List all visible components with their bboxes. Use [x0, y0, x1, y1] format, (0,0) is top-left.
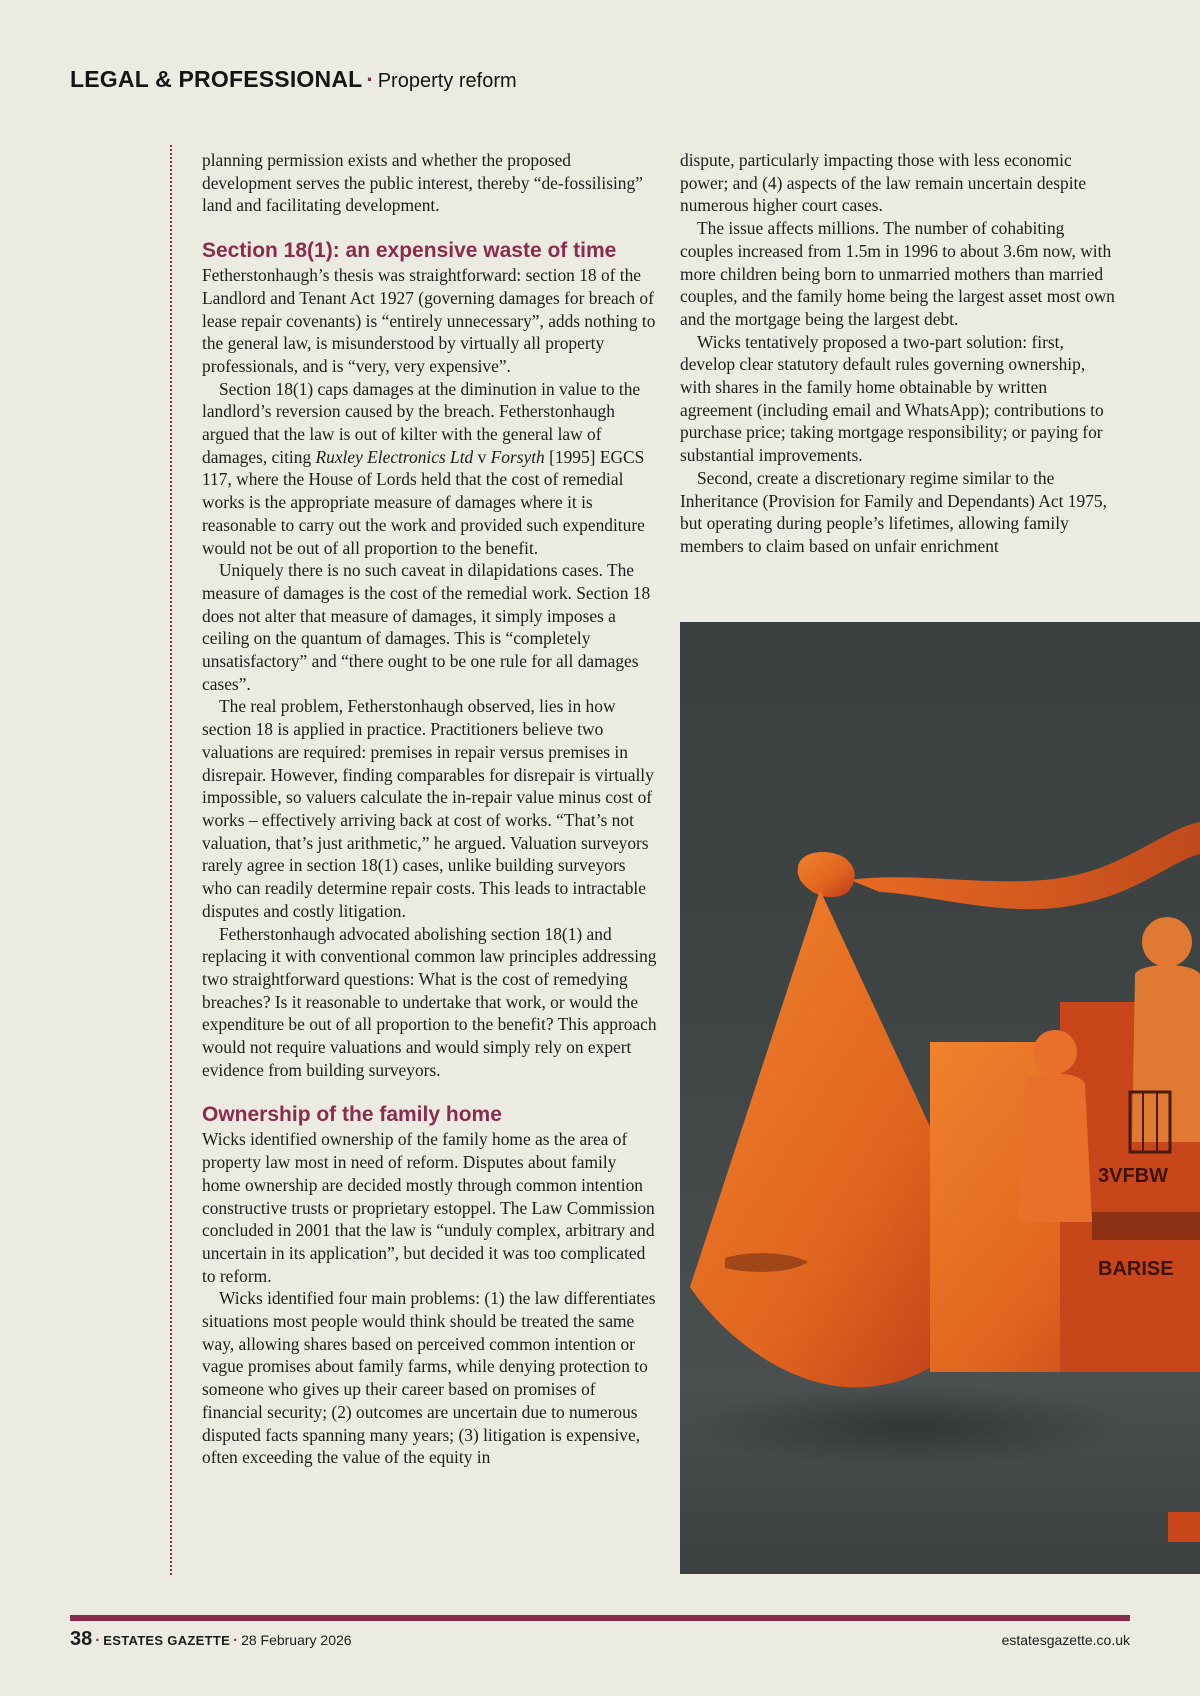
case-name: Ruxley Electronics Ltd: [315, 446, 474, 467]
paragraph: Wicks identified four main problems: (1) the law differentiates situations most people would think should be treated the same way, allowing shares based on perceived common intention or vague promises about family farms, while denying protection to someone who gives up their career based on promises of financial security; (2) outcomes are uncertain due to numerous disputed facts spanning many years; (3) litigation is expensive, often exceeding the value of the equity in: [202, 1288, 656, 1468]
right-column: [680, 149, 1120, 558]
illustration-svg: [680, 622, 1200, 1574]
sign-text: BARISE: [1098, 1258, 1174, 1280]
paragraph: The issue affects millions. The number of cohabiting couples increased from 1.5m in 1996 to about 3.6m now, with more children being born to unmarried mothers than married couples, and the family home being the largest asset most own and the mortgage being the largest debt.: [680, 218, 1115, 329]
figure-adult-head: [1142, 917, 1192, 967]
paragraph: Uniquely there is no such caveat in dilapidations cases. The measure of damages is the cost of the remedial work. Section 18 does not alter that measure of damages, it simply imposes a ceiling on the quantum of damages. This is “completely unsatisfactory” and “there ought to be one rule for all damages cases”.: [202, 560, 651, 694]
footer-rule: [70, 1615, 1130, 1621]
footer-separator: ·: [233, 1632, 239, 1649]
paragraph: planning permission exists and whether the proposed development serves the public interest, thereby “de-fossilising” land and facilitating development.: [202, 150, 643, 216]
figure-child-head: [1033, 1030, 1077, 1074]
page-number: 38: [70, 1628, 93, 1650]
ribbon-beam: [850, 822, 1200, 909]
paragraph: The real problem, Fetherstonhaugh observed, lies in how section 18 is applied in practice. Practitioners believe two valuations are required: premises in repair versus premises in disrepair. However, finding comparables for disrepair is virtually impossible, so valuers calculate the in-repair value minus cost of works – effectively arriving back at cost of works. “That’s not valuation, that’s just arithmetic,” he argued. Valuation surveyors rarely agree in section 18(1) cases, unlike building surveyors who can readily determine repair costs. This leads to intractable disputes and costly litigation.: [202, 696, 654, 921]
paragraph: Fetherstonhaugh advocated abolishing section 18(1) and replacing it with conventional common law principles addressing two straightforward questions: What is the cost of remedying breaches? Is it reasonable to undertake that work, or would the expenditure be out of all proportion to the benefit? This approach would not require valuations and would simply rely on expert evidence from building surveyors.: [202, 923, 657, 1080]
floor-shadow: [690, 1387, 1130, 1467]
scales-family-illustration: [680, 622, 1200, 1574]
paragraph: [202, 378, 657, 560]
text-run: v: [473, 446, 491, 467]
footer-separator: ·: [95, 1632, 101, 1649]
small-block: [1168, 1512, 1200, 1542]
header-separator: ·: [366, 67, 374, 92]
publication-name: ESTATES GAZETTE: [103, 1633, 231, 1648]
topic-label: Property reform: [377, 70, 517, 92]
paragraph: Wicks identified ownership of the family home as the area of property law most in need of reform. Disputes about family home ownership are decided mostly through common intention constructive trusts or proprietary estoppel. The Law Commission concluded in 2001 that the law is “unduly complex, arbitrary and uncertain in its application”, but decided it was too complicated to reform.: [202, 1129, 655, 1286]
footer-left: [70, 1628, 352, 1651]
website-link[interactable]: estatesgazette.co.uk: [1001, 1632, 1130, 1648]
column-dotted-rule: [170, 145, 172, 1575]
subheading: Section 18(1): an expensive waste of time: [202, 239, 617, 263]
text-run: [1995] EGCS 117, where the House of Lords held that the cost of remedial works is the appropriate measure of damages where it is reasonable to carry out the work and provided such expenditure would not be out of all proportion to the benefit.: [202, 446, 645, 558]
left-column: [202, 149, 657, 1469]
paragraph: Second, create a discretionary regime similar to the Inheritance (Provision for Family and Dependants) Act 1975, but operating during people’s lifetimes, allowing family members to claim based on unfair enrichment: [680, 467, 1107, 556]
section-header: [70, 66, 517, 98]
page-footer: [70, 1628, 1130, 1654]
sign-text: 3VFBW: [1098, 1165, 1168, 1187]
paragraph: dispute, particularly impacting those with less economic power; and (4) aspects of the law remain uncertain despite numerous higher court cases.: [680, 150, 1087, 216]
issue-date: 28 February 2026: [241, 1632, 352, 1648]
paragraph: Wicks tentatively proposed a two-part solution: first, develop clear statutory default rules governing ownership, with shares in the family home obtainable by written agreement (including email and WhatsApp); contributions to purchase price; taking mortgage responsibility; or paying for substantial improvements.: [680, 331, 1104, 466]
paragraph: Fetherstonhaugh’s thesis was straightforward: section 18 of the Landlord and Tenant Act 1927 (governing damages for breach of lease repair covenants) is “entirely unnecessary”, adds nothing to the general law, is misunderstood by virtually all property professionals, and is “very, very expensive”.: [202, 265, 656, 376]
figure-child-body: [1018, 1073, 1092, 1222]
subheading: Ownership of the family home: [202, 1103, 502, 1127]
text-run: Section 18(1) caps damages at the diminution in value to the landlord’s reversion caused by the breach. Fetherstonhaugh argued that the law is out of kilter with the general law of damages, citing: [202, 378, 641, 467]
scale-knob: [798, 852, 855, 897]
section-label: LEGAL & PROFESSIONAL: [70, 66, 363, 92]
case-name: Forsyth: [490, 446, 545, 467]
